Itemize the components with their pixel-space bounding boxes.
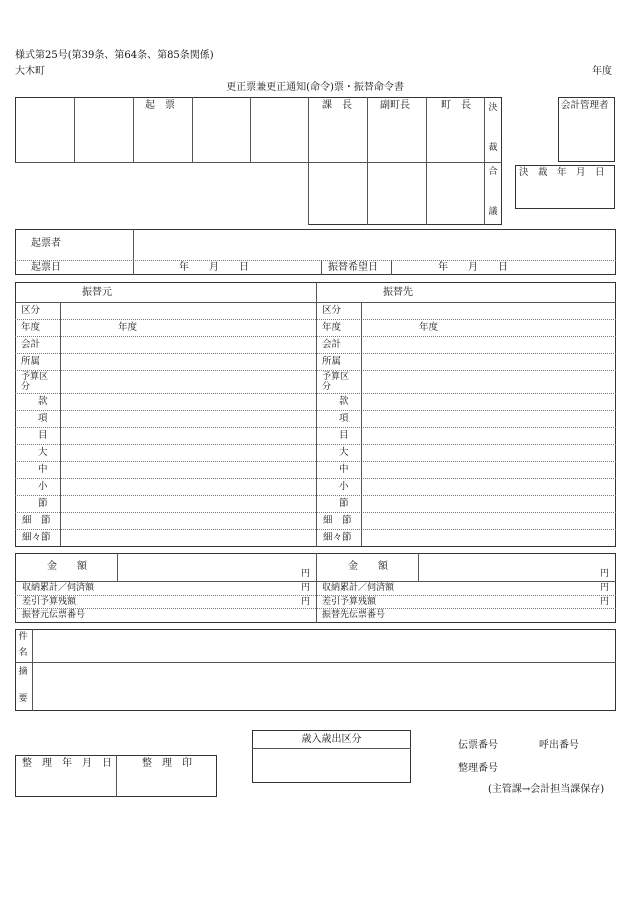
to-row-label: 振替先伝票番号 [322,610,386,620]
to-kingaku-yen: 円 [600,569,610,579]
to-row-label: 細 節 [323,515,352,526]
from-row-field[interactable] [61,496,314,511]
to-row-label: 項 [339,413,349,424]
from-row-label: 会計 [21,339,41,350]
from-row-label: 節 [38,498,48,509]
to-row-field[interactable] [362,479,614,494]
seiri-no-label: 整理番号 [458,763,498,774]
form-reference: 様式第25号(第39条、第64条、第85条関係) [15,50,214,61]
to-row-label: 節 [339,498,349,509]
from-row-label: 目 [38,430,48,441]
from-row-field[interactable] [61,530,314,545]
from-row-label: 項 [38,413,48,424]
kenmei-vertical: 件 名 [18,632,28,658]
from-row-field[interactable] [61,337,314,352]
from-row-yen: 円 [301,583,311,593]
to-kingaku-field[interactable] [419,554,615,580]
kibou-date[interactable]: 年 月 日 [438,262,508,273]
from-kingaku-field[interactable] [118,554,315,580]
kibou-label: 振替希望日 [328,262,378,273]
to-row-label: 会計 [322,339,342,350]
from-row-label: 差引予算残額 [22,597,77,607]
from-row-field[interactable] [61,513,314,528]
to-row-label: 収納累計／伺済額 [322,583,395,593]
kihyobi-date[interactable]: 年 月 日 [179,262,249,273]
from-row-field[interactable] [61,479,314,494]
kihyo-label: 起 票 [145,100,175,111]
to-row-field[interactable] [362,354,614,369]
to-row-yen: 円 [600,597,610,607]
form-title: 更正票兼更正通知(命令)票・振替命令書 [226,82,404,93]
to-row-field[interactable] [362,303,614,318]
town-name: 大木町 [15,66,45,77]
kessai-vertical: 決 裁 [488,103,498,153]
from-row-label: 款 [38,396,48,407]
kihyosha-label: 起票者 [31,238,61,249]
yobidashi-label: 呼出番号 [539,740,579,751]
kihyosha-field[interactable] [134,230,615,259]
from-row-label: 年度 [21,322,41,333]
to-row-field[interactable] [362,411,614,426]
to-row-field[interactable] [362,462,614,477]
to-row-field[interactable] [362,394,614,409]
from-row-label: 細 節 [22,515,51,526]
to-row-label: 大 [339,447,349,458]
from-row-label: 中 [38,464,48,475]
from-row-field[interactable] [61,320,314,335]
to-row-field[interactable] [362,445,614,460]
from-row-label: 予算区分 [21,372,49,392]
to-row-field[interactable] [362,428,614,443]
denpyo-label: 伝票番号 [458,740,498,751]
from-row-field[interactable] [61,394,314,409]
footer-note: (主管課→会計担当課保存) [488,784,605,795]
fukuchocho-label: 副町長 [380,100,410,111]
chocho-label: 町 長 [441,100,471,111]
to-row-yen: 円 [600,583,610,593]
kihyobi-label: 起票日 [31,262,61,273]
kenmei-field[interactable] [33,630,615,661]
from-row-field[interactable] [61,354,314,369]
from-row-field[interactable] [61,462,314,477]
to-row-field[interactable] [362,337,614,352]
from-row-field[interactable] [61,411,314,426]
to-row-field[interactable] [362,496,614,511]
to-row-label: 中 [339,464,349,475]
from-row-field[interactable] [61,303,314,318]
from-year-value: 年度 [118,322,138,333]
to-row-label: 予算区分 [322,372,350,392]
to-kingaku-label: 金 額 [348,561,388,572]
tekiyo-vertical: 摘 要 [18,667,28,704]
to-row-field[interactable] [362,371,614,392]
to-row-field[interactable] [362,320,614,335]
from-row-field[interactable] [61,445,314,460]
from-row-label: 所属 [21,356,41,367]
to-title: 振替先 [383,287,413,298]
from-row-label: 区分 [21,305,41,316]
from-row-field[interactable] [61,371,314,392]
to-row-label: 所属 [322,356,342,367]
seiri-in-label: 整 理 印 [142,758,192,769]
to-row-label: 差引予算残額 [322,597,377,607]
fiscal-year-label: 年度 [592,66,612,77]
from-row-label: 大 [38,447,48,458]
to-row-label: 款 [339,396,349,407]
sainyu-field[interactable] [253,749,410,782]
to-row-label: 細々節 [323,532,352,543]
to-row-label: 年度 [322,322,342,333]
sainyu-label: 歳入歳出区分 [301,734,362,745]
kessai-date-label: 決 裁 年 月 日 [519,167,605,178]
to-row-label: 小 [339,481,349,492]
tekiyo-field[interactable] [33,663,615,710]
from-title: 振替元 [82,287,112,298]
from-kingaku-label: 金 額 [47,561,87,572]
to-row-field[interactable] [362,530,614,545]
gougi-vertical: 合 議 [488,167,498,217]
seiri-date-label: 整 理 年 月 日 [22,758,112,769]
from-row-label: 細々節 [22,532,51,543]
to-row-label: 区分 [322,305,342,316]
to-row-field[interactable] [362,513,614,528]
from-row-label: 振替元伝票番号 [22,610,86,620]
from-row-label: 収納累計／伺済額 [22,583,95,593]
from-row-label: 小 [38,481,48,492]
kacho-label: 課 長 [322,100,352,111]
from-row-yen: 円 [301,597,311,607]
from-kingaku-yen: 円 [301,569,311,579]
to-row-label: 目 [339,430,349,441]
from-row-field[interactable] [61,428,314,443]
to-year-value: 年度 [419,322,439,333]
kaikei-label: 会計管理者 [561,100,609,111]
